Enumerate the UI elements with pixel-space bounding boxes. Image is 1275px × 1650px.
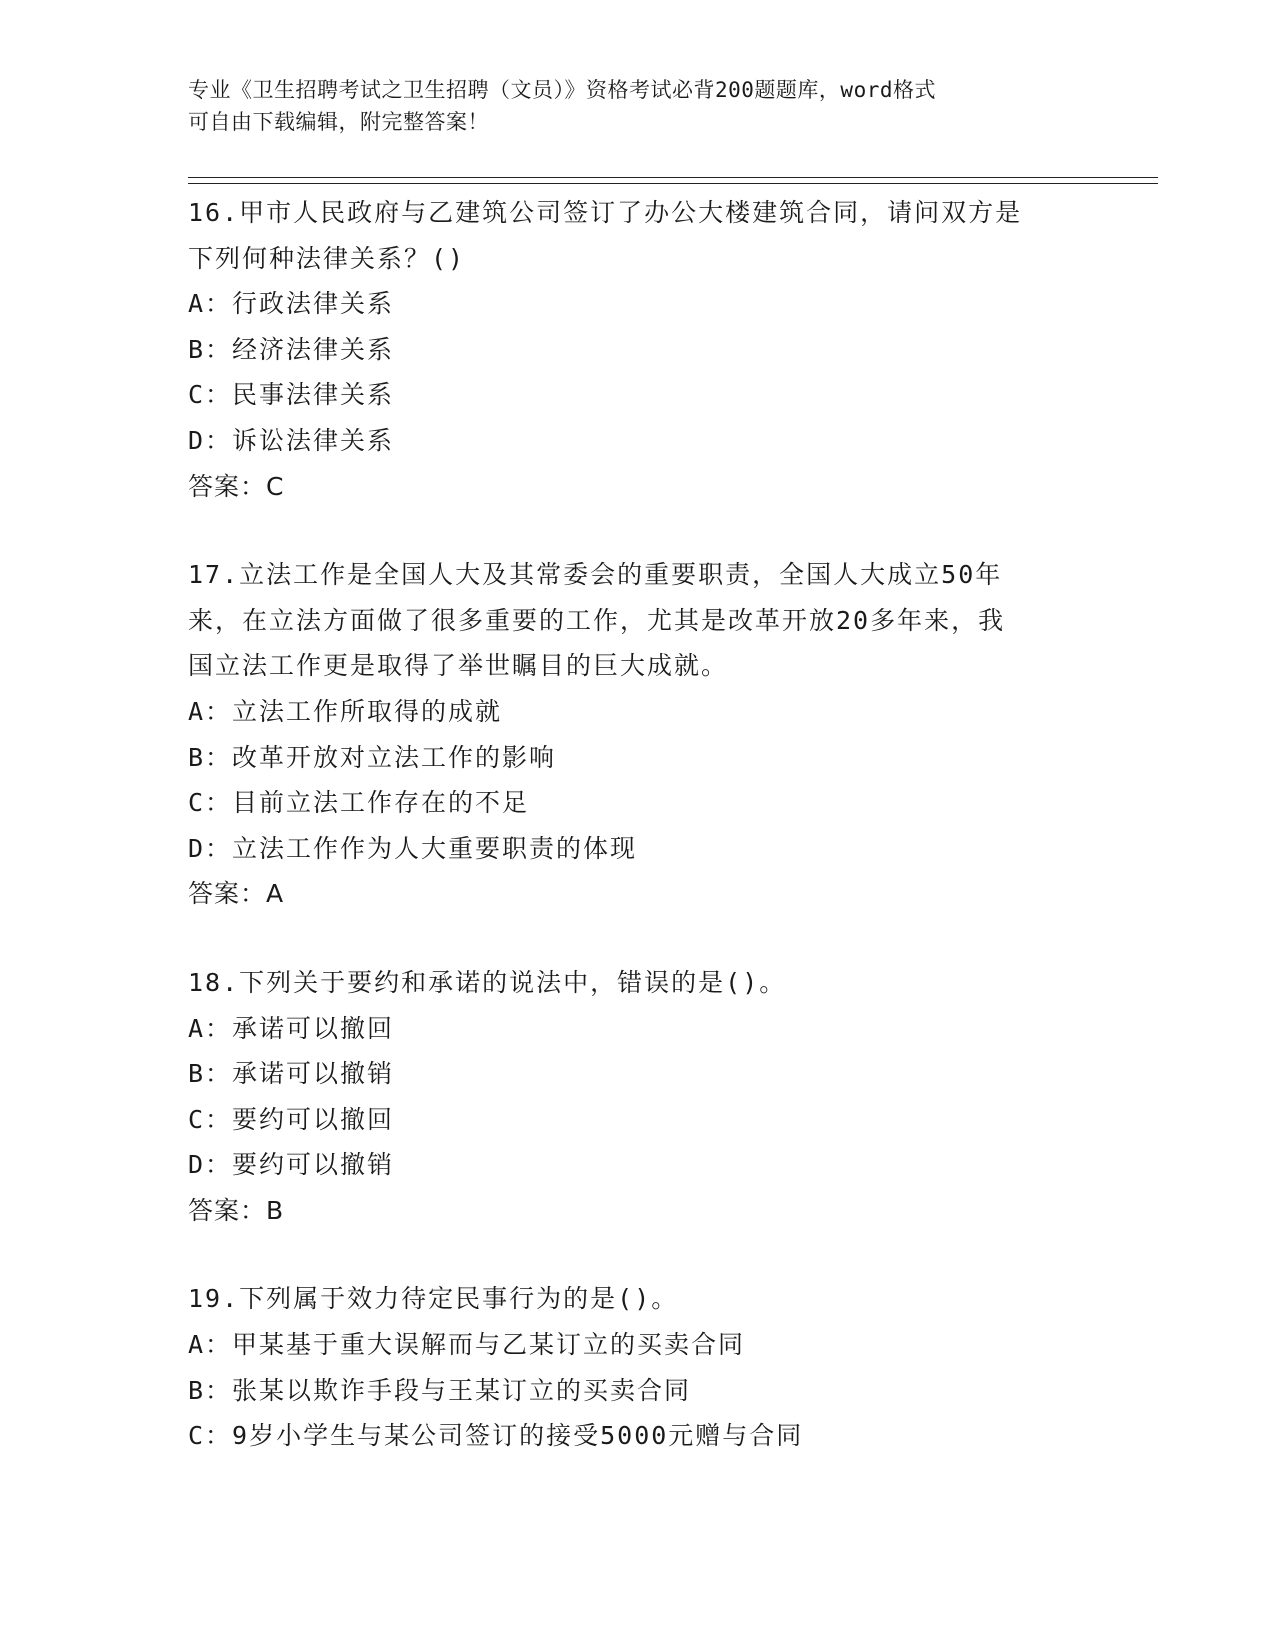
option-c: C：目前立法工作存在的不足	[188, 788, 530, 818]
option-b: B：改革开放对立法工作的影响	[188, 742, 557, 772]
question-text-line: 来，在立法方面做了很多重要的工作，尤其是改革开放20多年来，我	[188, 605, 1006, 635]
option-d: D：立法工作作为人大重要职责的体现	[188, 833, 638, 863]
answer: 答案：B	[188, 1195, 285, 1225]
option-b: B：承诺可以撤销	[188, 1059, 395, 1089]
answer: 答案：A	[188, 879, 285, 909]
question-18	[188, 960, 1088, 1234]
header-line-2: 可自由下载编辑，附完整答案！	[188, 110, 489, 134]
question-17	[188, 552, 1088, 917]
option-b: B：经济法律关系	[188, 334, 395, 364]
question-list	[188, 190, 1088, 1502]
question-16	[188, 190, 1088, 509]
document-header	[188, 74, 1088, 138]
answer: 答案：C	[188, 471, 285, 501]
option-a: A：立法工作所取得的成就	[188, 696, 503, 726]
option-c: C：要约可以撤回	[188, 1104, 395, 1134]
option-a: A：行政法律关系	[188, 289, 395, 319]
option-b: B：张某以欺诈手段与王某订立的买卖合同	[188, 1375, 692, 1405]
option-a: A：甲某基于重大误解而与乙某订立的买卖合同	[188, 1330, 746, 1360]
question-19	[188, 1276, 1088, 1458]
header-line-1: 专业《卫生招聘考试之卫生招聘（文员）》资格考试必背200题题库，word格式	[188, 78, 936, 102]
question-text-line: 16.甲市人民政府与乙建筑公司签订了办公大楼建筑合同，请问双方是	[188, 198, 1023, 227]
question-text-line: 国立法工作更是取得了举世瞩目的巨大成就。	[188, 651, 729, 681]
question-text-line: 19.下列属于效力待定民事行为的是()。	[188, 1284, 679, 1314]
option-c: C：9岁小学生与某公司签订的接受5000元赠与合同	[188, 1421, 804, 1451]
header-divider-bottom	[188, 183, 1158, 184]
question-text-line: 17.立法工作是全国人大及其常委会的重要职责，全国人大成立50年	[188, 560, 1003, 590]
header-divider-top	[188, 177, 1158, 178]
question-text-line: 下列何种法律关系？()	[188, 243, 466, 273]
option-a: A：承诺可以撤回	[188, 1013, 395, 1043]
question-text-line: 18.下列关于要约和承诺的说法中，错误的是()。	[188, 967, 787, 997]
option-d: D：诉讼法律关系	[188, 425, 395, 455]
option-c: C：民事法律关系	[188, 380, 395, 410]
option-d: D：要约可以撤销	[188, 1150, 395, 1180]
